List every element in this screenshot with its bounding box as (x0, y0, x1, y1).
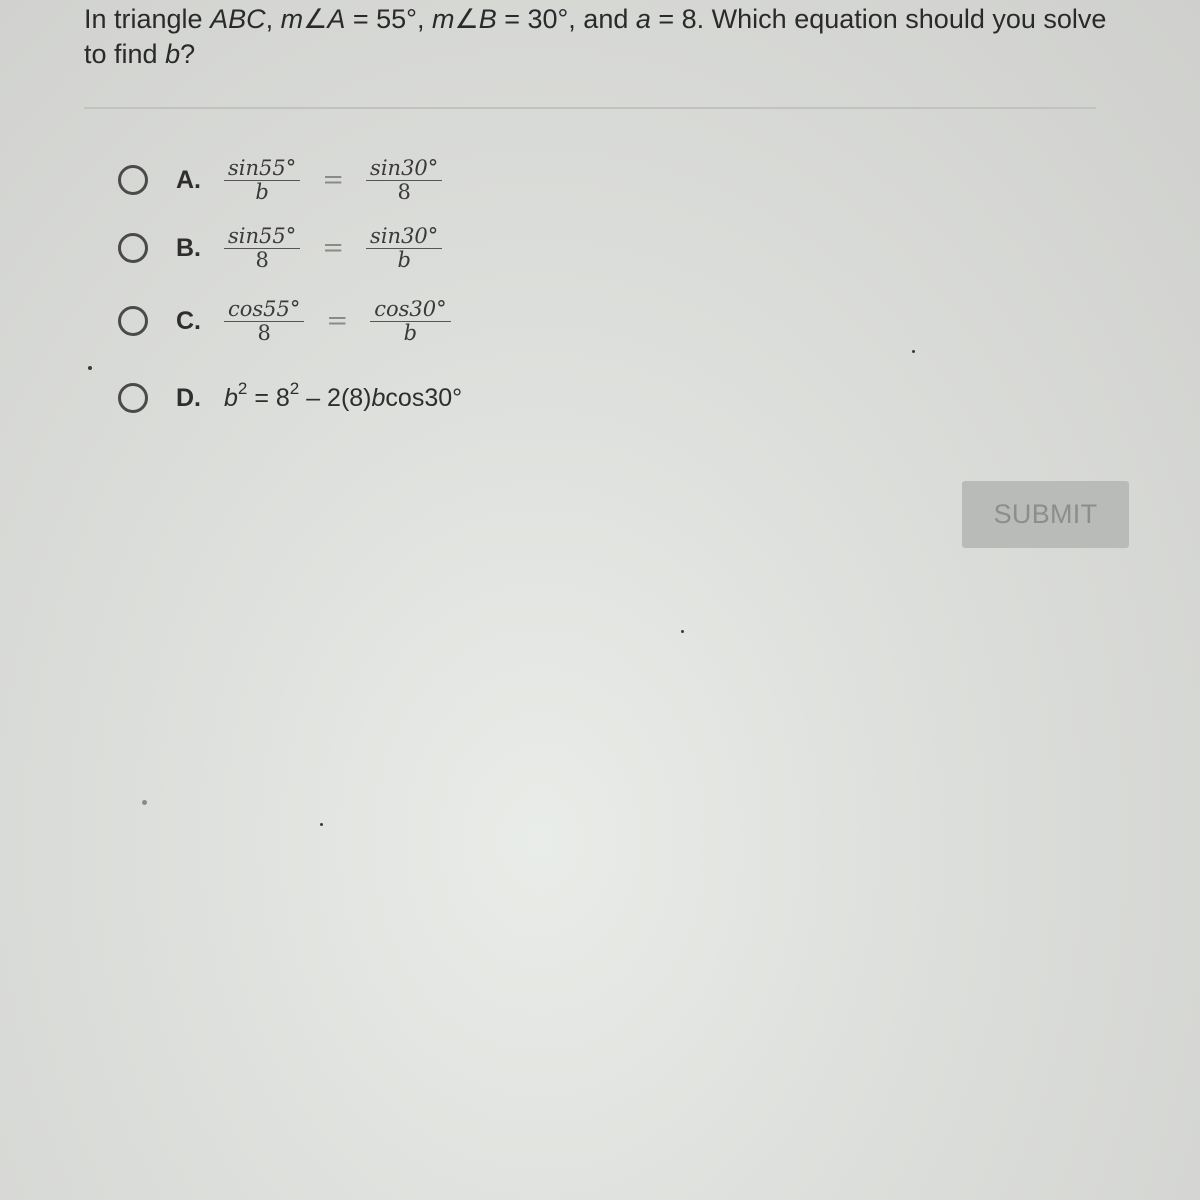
fraction-denominator: 8 (257, 321, 271, 345)
vertex-b: B (478, 4, 497, 34)
question-part: In triangle (84, 4, 211, 34)
fraction-denominator: b (397, 248, 411, 272)
vertex-a: A (327, 4, 346, 34)
angle-symbol: ∠ (303, 4, 328, 34)
fraction-numerator: sin55° (224, 226, 300, 249)
formula-part: = 8 (247, 383, 290, 412)
answer-option-c[interactable] (118, 296, 451, 346)
exponent: 2 (237, 378, 248, 398)
divider (84, 107, 1096, 109)
formula-part: cos30° (385, 383, 463, 412)
fraction-left (224, 226, 300, 270)
fraction-numerator: sin30° (366, 226, 442, 249)
equals-sign: = (322, 165, 345, 195)
dust-speck (912, 350, 915, 353)
answer-option-b[interactable] (118, 223, 442, 273)
equals-sign: = (326, 306, 349, 336)
option-letter: C. (176, 306, 201, 335)
triangle-name: ABC (210, 4, 266, 34)
option-letter: B. (176, 233, 201, 262)
question-text (84, 2, 1124, 72)
equals-sign: = (322, 233, 345, 263)
answer-option-a[interactable] (118, 155, 442, 205)
answer-option-d[interactable] (118, 373, 462, 423)
fraction-right (366, 226, 442, 270)
fraction-left (224, 158, 300, 202)
fraction-denominator: b (255, 180, 269, 204)
side-a: a (635, 4, 651, 34)
fraction-numerator: cos30° (370, 299, 450, 322)
variable-b: b (371, 383, 386, 412)
angle-symbol: ∠ (454, 4, 479, 34)
fraction-denominator: b (403, 321, 418, 345)
variable-b: b (224, 383, 238, 412)
radio-button-d[interactable] (118, 383, 148, 413)
side-b: b (165, 39, 181, 69)
question-part: ? (180, 39, 196, 69)
radio-button-b[interactable] (118, 233, 148, 263)
dust-speck (88, 366, 92, 370)
fraction-right (370, 299, 450, 343)
submit-button[interactable]: SUBMIT (962, 481, 1129, 548)
dust-speck (320, 823, 323, 826)
fraction-right (366, 158, 442, 202)
question-part: , (265, 4, 281, 34)
radio-button-c[interactable] (118, 306, 148, 336)
fraction-left (224, 299, 304, 343)
question-part: = 55°, (345, 4, 432, 34)
fraction-denominator: 8 (255, 248, 269, 272)
measure-symbol: m (431, 4, 455, 34)
law-of-cosines-formula (224, 378, 463, 413)
dust-speck (681, 630, 684, 633)
fraction-numerator: cos55° (224, 299, 304, 322)
dust-speck (142, 800, 147, 805)
exponent: 2 (289, 378, 300, 398)
option-letter: D. (176, 383, 201, 412)
option-letter: A. (176, 165, 201, 194)
radio-button-a[interactable] (118, 165, 148, 195)
fraction-numerator: sin30° (366, 158, 442, 181)
formula-part: – 2(8) (299, 383, 372, 412)
question-part: = 8. Which equation should you solve to find (84, 4, 1107, 69)
fraction-numerator: sin55° (224, 158, 300, 181)
question-part: = 30°, and (496, 4, 636, 34)
measure-symbol: m (280, 4, 304, 34)
fraction-denominator: 8 (397, 180, 411, 204)
